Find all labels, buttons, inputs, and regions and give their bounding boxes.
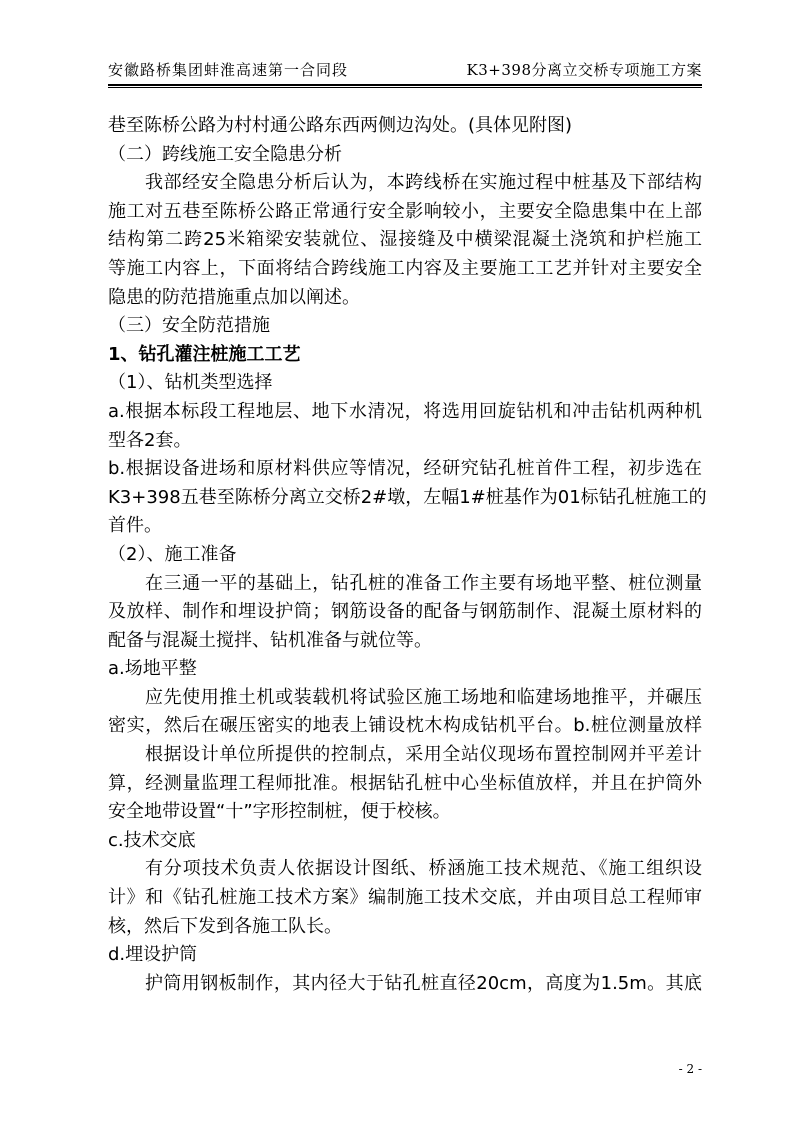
text-line: a.场地平整 bbox=[108, 658, 197, 680]
document-body bbox=[108, 112, 707, 998]
header-rule-thin bbox=[108, 87, 702, 88]
text-line: 首件。 bbox=[108, 515, 162, 537]
text-line: 配备与混凝土搅拌、钻机准备与就位等。 bbox=[108, 629, 432, 651]
text-line: 等施工内容上，下面将结合跨线施工内容及主要施工工艺并针对主要安全 bbox=[108, 257, 702, 279]
text-line: 安全地带设置“十”字形控制桩，便于校核。 bbox=[108, 801, 451, 823]
text-line: 隐患的防范措施重点加以阐述。 bbox=[108, 286, 360, 308]
text-line: a.根据本标段工程地层、地下水清况，将选用回旋钻机和冲击钻机两种机 bbox=[108, 400, 702, 422]
text-line: c.技术交底 bbox=[108, 829, 196, 851]
text-line: 密实，然后在碾压密实的地表上铺设枕木构成钻机平台。b.桩位测量放样 bbox=[108, 715, 702, 737]
text-line: d.埋设护筒 bbox=[108, 944, 198, 966]
text-line: （二）跨线施工安全隐患分析 bbox=[108, 143, 342, 165]
text-line: 护筒用钢板制作，其内径大于钻孔桩直径20cm，高度为1.5m。其底 bbox=[145, 972, 702, 994]
text-line: 施工对五巷至陈桥公路正常通行安全影响较小，主要安全隐患集中在上部 bbox=[108, 200, 702, 222]
header-left-title: 安徽路桥集团蚌淮高速第一合同段 bbox=[108, 61, 349, 79]
text-line: 有分项技术负责人依据设计图纸、桥涵施工技术规范、《施工组织设 bbox=[145, 858, 702, 880]
text-line: （1）、钻机类型选择 bbox=[108, 372, 273, 394]
text-line: 应先使用推土机或装载机将试验区施工场地和临建场地推平，并碾压 bbox=[145, 686, 702, 708]
text-line: 核，然后下发到各施工队长。 bbox=[108, 915, 342, 937]
text-line: 1、钻孔灌注桩施工工艺 bbox=[108, 343, 301, 365]
text-line: 结构第二跨25米箱梁安装就位、湿接缝及中横梁混凝土浇筑和护栏施工 bbox=[108, 229, 702, 251]
text-line: 在三通一平的基础上，钻孔桩的准备工作主要有场地平整、桩位测量 bbox=[145, 572, 702, 594]
page-number: - 2 - bbox=[678, 1062, 702, 1076]
text-line: 计》和《钻孔桩施工技术方案》编制施工技术交底，并由项目总工程师审 bbox=[108, 887, 702, 909]
text-line: 根据设计单位所提供的控制点，采用全站仪现场布置控制网并平差计 bbox=[145, 744, 702, 766]
text-line: K3+398五巷至陈桥分离立交桥2#墩，左幅1#桩基作为01标钻孔桩施工的 bbox=[108, 486, 707, 508]
header-right-title: K3+398分离立交桥专项施工方案 bbox=[466, 61, 702, 79]
header-rule-thick bbox=[108, 84, 702, 86]
text-line: 及放样、制作和埋设护筒；钢筋设备的配备与钢筋制作、混凝土原材料的 bbox=[108, 601, 702, 623]
text-line: （2）、施工准备 bbox=[108, 543, 237, 565]
text-line: 型各2套。 bbox=[108, 429, 192, 451]
page-header bbox=[108, 60, 702, 80]
text-line: 算，经测量监理工程师批准。根据钻孔桩中心坐标值放样，并且在护筒外 bbox=[108, 772, 702, 794]
text-line: （三）安全防范措施 bbox=[108, 315, 270, 337]
text-line: 巷至陈桥公路为村村通公路东西两侧边沟处。(具体见附图) bbox=[108, 115, 573, 136]
text-line: b.根据设备进场和原材料供应等情况，经研究钻孔桩首件工程，初步选在 bbox=[108, 458, 702, 480]
text-line: 我部经安全隐患分析后认为，本跨线桥在实施过程中桩基及下部结构 bbox=[145, 172, 702, 194]
